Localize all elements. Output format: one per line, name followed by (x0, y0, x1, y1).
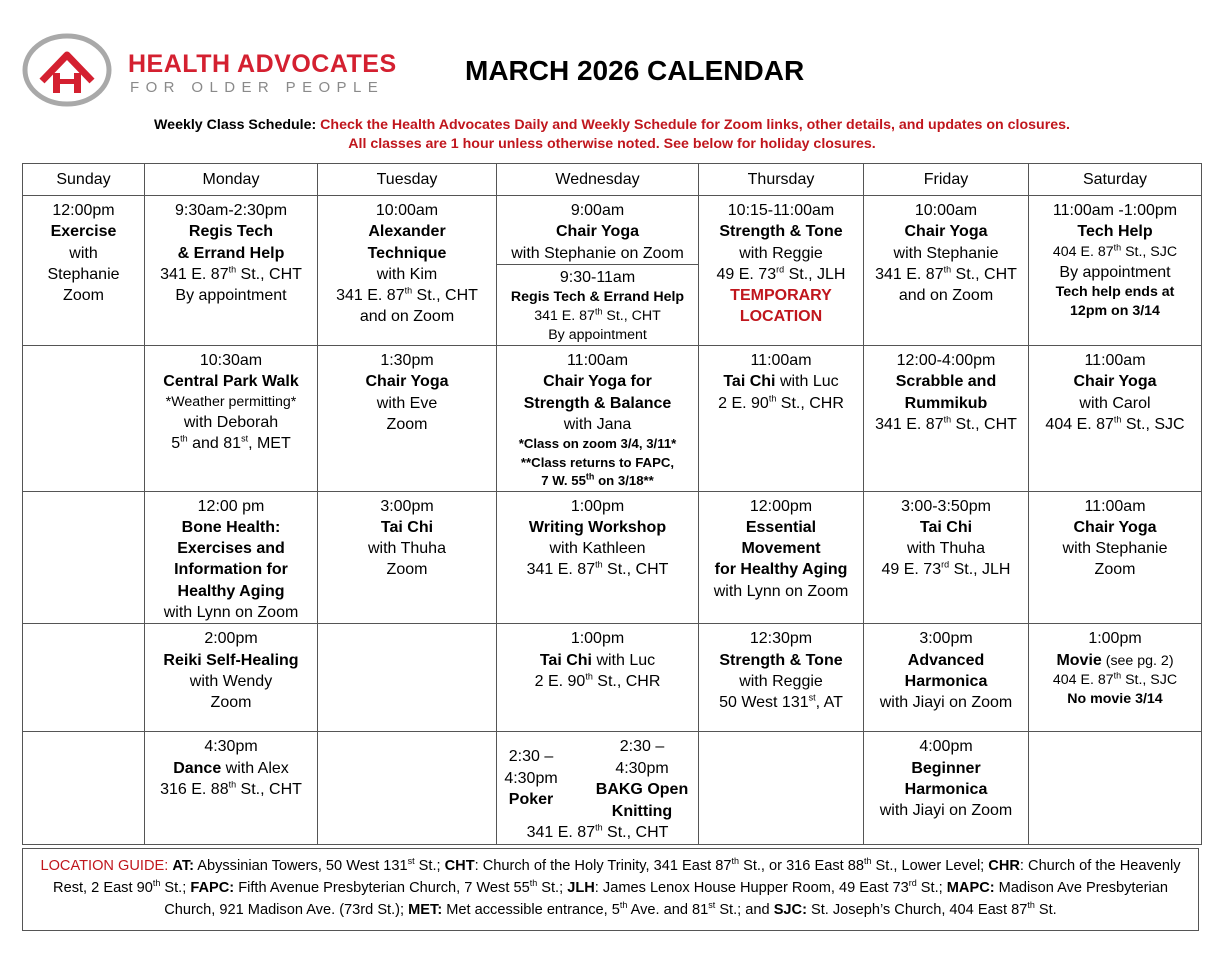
class-title: Chair Yoga (1073, 518, 1157, 536)
notice-label: Weekly Class Schedule: (154, 117, 321, 133)
class-title: Movie (1056, 651, 1102, 669)
class-time: 12:30pm (749, 630, 813, 648)
class-split (497, 264, 698, 345)
class-title: for Healthy Aging (714, 561, 848, 579)
day-header: Sunday (23, 164, 145, 196)
empty-cell (23, 346, 145, 491)
page-title: MARCH 2026 CALENDAR (465, 55, 805, 86)
class-note: Tech help ends at (1055, 283, 1175, 300)
location-guide: LOCATION GUIDE: AT: Abyssinian Towers, 50 West 131st St.; CHT: Church of the Holy Trinity, 341 East 87th St., or 316 East 88th St., Lower Level; CHR: Church of the Heavenly Rest, 2 East 90th St.; FAPC: Fifth Avenue Presbyterian Church, 7 West 55th St.; JLH: James Lenox House Hupper Room, 49 East 73rd St.; MAPC: Madison Ave Presbyterian Church, 921 Madison Ave. (73rd St.); MET: Met accessible entrance, 5th Ave. and 81st St.; and SJC: St. Joseph’s Church, 404 East 87th St. (22, 848, 1199, 931)
class-instructor: with Stephanie (893, 244, 999, 262)
class-cell (145, 624, 318, 732)
poker-class (499, 736, 563, 822)
class-cell (497, 491, 699, 624)
class-cell (1029, 346, 1202, 491)
class-time: 12:00-4:00pm (896, 352, 996, 370)
class-location: 341 E. 87th St., CHT (526, 560, 669, 579)
class-instructor: with Lynn on Zoom (713, 582, 849, 600)
class-cell (497, 196, 699, 346)
class-instructor: with Luc (592, 651, 656, 669)
class-instructor: with Luc (775, 373, 839, 391)
class-location: Zoom (1094, 561, 1136, 579)
class-title-line (499, 650, 696, 671)
class-title: Healthy Aging (177, 582, 285, 600)
class-instructor: with Reggie (739, 672, 823, 690)
class-note: 7 W. 55th on 3/18** (541, 471, 654, 489)
class-time: 4:00pm (919, 738, 973, 756)
class-note: *Class on zoom 3/4, 3/11* (518, 436, 677, 452)
class-time: 9:00am (570, 202, 625, 219)
day-header-row (23, 164, 1202, 196)
class-title: Alexander (368, 223, 446, 241)
class-title: Movement (741, 540, 821, 558)
class-location: 404 E. 87th St., SJC (1045, 414, 1185, 434)
class-location: Zoom (210, 694, 252, 712)
class-location: 341 E. 87th St., CHT (526, 823, 669, 842)
class-title: Essential (745, 518, 817, 536)
empty-cell (23, 732, 145, 844)
schedule-row (23, 196, 1202, 346)
class-title: Regis Tech (188, 223, 274, 241)
class-title: Tai Chi (380, 518, 434, 536)
schedule-row (23, 346, 1202, 491)
class-cell (699, 491, 864, 624)
class-time: 3:00pm (919, 630, 973, 648)
class-title: Technique (367, 244, 447, 262)
class-location: 50 West 131st, AT (719, 692, 843, 712)
class-note: **Class returns to FAPC, (520, 454, 675, 470)
class-time: 10:15-11:00am (727, 202, 835, 219)
class-title: Reiki Self-Healing (163, 651, 299, 669)
class-instructor: with Jiayi on Zoom (879, 694, 1013, 712)
class-time: 4:30pm (615, 759, 669, 777)
class-instructor: with Kim (376, 265, 438, 283)
class-title: Knitting (611, 802, 673, 820)
class-instructor: with Thuha (907, 540, 985, 558)
class-time: 11:00am -1:00pm (1052, 202, 1178, 219)
class-instructor: Stephanie (47, 265, 120, 283)
class-note: By appointment (1059, 263, 1171, 281)
class-time: 2:30 – (619, 738, 665, 756)
class-time: 10:00am (375, 202, 439, 219)
day-header: Monday (145, 164, 318, 196)
class-title: Tai Chi (539, 651, 592, 669)
class-note: No movie 3/14 (1067, 690, 1163, 707)
class-time: 12:00 pm (197, 497, 265, 515)
class-title: Exercise (50, 223, 117, 241)
class-cell (145, 732, 318, 844)
class-title: & Errand Help (177, 244, 285, 262)
class-note: and on Zoom (898, 287, 994, 305)
class-cell (864, 196, 1029, 346)
class-cell (1029, 491, 1202, 624)
class-location: 341 E. 87th St., CHT (336, 285, 478, 305)
class-title-line (701, 371, 861, 392)
class-location: Zoom (386, 416, 428, 434)
class-instructor: with Kathleen (549, 540, 646, 558)
class-cell (145, 346, 318, 491)
class-instructor: with Lynn on Zoom (163, 604, 299, 622)
class-title: Chair Yoga (365, 373, 449, 391)
class-title: BAKG Open (595, 781, 689, 799)
calendar-table (22, 163, 1202, 845)
empty-cell (318, 624, 497, 732)
class-title: Dance (173, 759, 222, 777)
class-cell (497, 346, 699, 491)
class-title: Regis Tech & Errand Help (510, 289, 685, 306)
class-cell (318, 491, 497, 624)
class-time: 12:00pm (52, 202, 115, 219)
logo (22, 33, 402, 111)
schedule-row (23, 491, 1202, 624)
class-time: 11:00am (1084, 497, 1146, 515)
class-cell (1029, 624, 1202, 732)
class-time: 4:30pm (204, 738, 258, 756)
class-location: 341 E. 87th St., CHT (875, 264, 1017, 283)
class-title: Poker (508, 791, 554, 809)
class-cell (864, 732, 1029, 844)
temporary-location-alert: TEMPORARY (730, 287, 832, 305)
schedule-notice-line2: All classes are 1 hour unless otherwise noted. See below for holiday closures. (348, 136, 876, 152)
class-note: By appointment (175, 287, 287, 305)
day-header: Thursday (699, 164, 864, 196)
class-title: Writing Workshop (528, 518, 667, 536)
org-subtitle: FOR OLDER PEOPLE (130, 79, 385, 96)
class-cell (318, 346, 497, 491)
class-title: Chair Yoga (556, 223, 639, 241)
empty-cell (1029, 732, 1202, 844)
class-time: 2:00pm (204, 630, 258, 648)
class-note: 12pm on 3/14 (1070, 302, 1160, 319)
class-instructor: with Thuha (368, 540, 446, 558)
notice-text: Check the Health Advocates Daily and Weekly Schedule for Zoom links, other details, and updates on closures. (320, 117, 1070, 133)
temporary-location-alert: LOCATION (739, 308, 823, 326)
class-cell (699, 346, 864, 491)
class-note: (see pg. 2) (1101, 652, 1174, 669)
class-cell (318, 196, 497, 346)
class-title: Central Park Walk (163, 373, 299, 391)
class-time: 2:30 – (508, 748, 554, 766)
class-location: 316 E. 88th St., CHT (160, 779, 302, 798)
class-instructor: with Stephanie on Zoom (511, 244, 684, 262)
day-header: Wednesday (497, 164, 699, 196)
class-location: Zoom (386, 561, 428, 579)
class-instructor: with Eve (376, 394, 438, 412)
class-note: *Weather permitting* (165, 393, 297, 410)
class-time: 10:30am (199, 352, 263, 370)
class-cell (699, 196, 864, 346)
class-time: 9:30am-2:30pm (174, 202, 288, 219)
class-cell (864, 346, 1029, 491)
class-location: 341 E. 87th St., CHT (160, 264, 302, 283)
class-title: Tai Chi (919, 518, 973, 536)
class-title: Chair Yoga (1073, 373, 1157, 391)
class-time: 9:30-11am (559, 268, 636, 286)
class-cell (145, 196, 318, 346)
empty-cell (23, 491, 145, 624)
class-title: Strength & Tone (719, 651, 843, 669)
class-instructor: with Jiayi on Zoom (879, 802, 1013, 820)
class-time: 11:00am (750, 352, 812, 370)
class-title: Tai Chi (723, 373, 776, 391)
class-title: Beginner (911, 759, 981, 777)
class-title-line (1031, 650, 1199, 671)
house-logo-icon (22, 33, 112, 107)
class-time: 11:00am (1084, 352, 1146, 370)
class-time: 10:00am (914, 202, 978, 219)
schedule-row (23, 732, 1202, 844)
dual-class (499, 736, 696, 822)
class-location: 2 E. 90th St., CHR (534, 671, 661, 690)
class-title: Scrabble and (895, 373, 997, 391)
class-location: 49 E. 73rd St., JLH (716, 264, 846, 283)
class-location: Zoom (63, 287, 104, 305)
class-location: 341 E. 87th St., CHT (875, 414, 1017, 434)
day-header: Saturday (1029, 164, 1202, 196)
class-location: 49 E. 73rd St., JLH (881, 560, 1011, 579)
class-instructor: with Reggie (739, 244, 823, 262)
class-instructor: with Stephanie (1062, 540, 1168, 558)
knitting-class (588, 736, 696, 822)
class-note: and on Zoom (359, 308, 455, 326)
location-guide-label: LOCATION GUIDE: (40, 858, 173, 874)
class-time: 3:00pm (380, 497, 434, 515)
class-note: By appointment (548, 327, 647, 344)
class-time: 11:00am (566, 352, 629, 370)
class-location: 404 E. 87th St., SJC (1052, 241, 1178, 260)
class-time: 12:00pm (749, 497, 813, 515)
class-instructor: with Carol (1079, 394, 1151, 412)
class-cell (864, 624, 1029, 732)
class-time: 4:30pm (504, 769, 558, 787)
class-time: 3:00-3:50pm (901, 497, 991, 515)
schedule-row (23, 624, 1202, 732)
class-time: 1:00pm (1088, 630, 1142, 648)
day-header: Tuesday (318, 164, 497, 196)
class-title: Advanced (907, 651, 985, 669)
class-time: 1:00pm (570, 497, 625, 515)
schedule-notice (0, 117, 1224, 133)
class-instructor: with Alex (221, 759, 289, 777)
class-title: Bone Health: (181, 518, 281, 536)
empty-cell (699, 732, 864, 844)
class-location: 404 E. 87th St., SJC (1052, 670, 1178, 688)
class-title: Chair Yoga for (543, 373, 652, 391)
class-cell (699, 624, 864, 732)
class-instructor: with Deborah (183, 413, 279, 431)
class-cell (145, 491, 318, 624)
class-title: Harmonica (904, 780, 988, 798)
class-title: Information for (174, 561, 288, 579)
class-cell (497, 732, 699, 844)
class-cell (1029, 196, 1202, 346)
class-cell (864, 491, 1029, 624)
day-header: Friday (864, 164, 1029, 196)
class-location: 2 E. 90th St., CHR (718, 393, 844, 412)
class-title: Harmonica (904, 672, 988, 690)
class-title: Rummikub (904, 394, 988, 412)
class-location: 5th and 81st, MET (171, 433, 291, 453)
class-detail: with (69, 244, 98, 262)
class-location: 341 E. 87th St., CHT (534, 306, 661, 325)
org-name: HEALTH ADVOCATES (128, 50, 397, 78)
class-time: 1:30pm (380, 352, 434, 370)
empty-cell (318, 732, 497, 844)
class-cell (23, 196, 145, 346)
class-title: Tech Help (1077, 223, 1153, 241)
class-title: Strength & Balance (523, 394, 672, 412)
class-instructor: with Jana (563, 416, 632, 434)
class-time: 1:00pm (570, 630, 625, 648)
class-title: Exercises and (177, 540, 285, 558)
class-instructor: with Wendy (189, 672, 273, 690)
empty-cell (23, 624, 145, 732)
class-title: Chair Yoga (904, 223, 988, 241)
class-title-line (147, 758, 315, 779)
class-cell (497, 624, 699, 732)
class-title: Strength & Tone (719, 223, 843, 241)
